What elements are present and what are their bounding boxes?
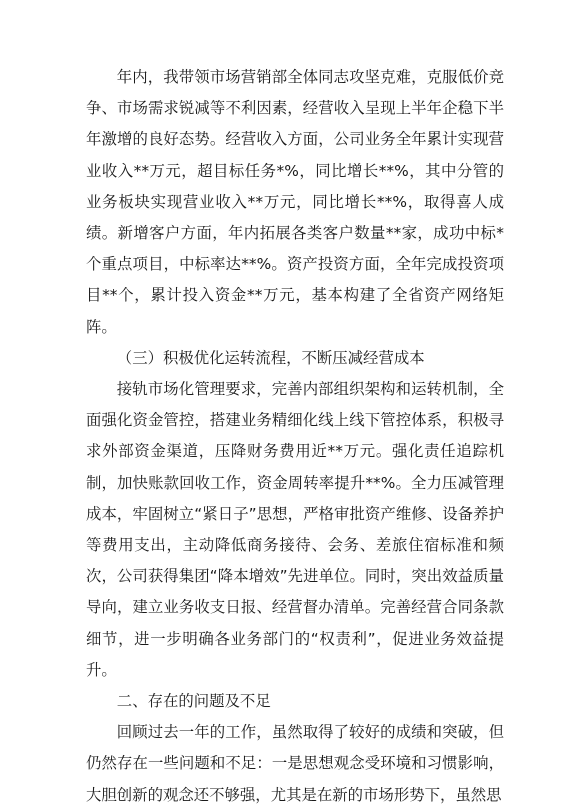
paragraph-review-issues: 回顾过去一年的工作，虽然取得了较好的成绩和突破，但仍然存在一些问题和不足：一是思想观念受环境和习惯影响，大胆创新的观念还不够强，尤其是在新的市场形势下，虽然思 xyxy=(86,723,504,804)
section-heading-problems: 二、存在的问题及不足 xyxy=(116,692,271,711)
document-body xyxy=(86,62,504,811)
section-heading-optimize-process: （三）积极优化运转流程，不断压减经营成本 xyxy=(116,348,425,367)
paragraph-market-performance: 年内，我带领市场营销部全体同志攻坚克难，克服低价竞争、市场需求锐减等不利因素，经营收入呈现上半年企稳下半年激增的良好态势。经营收入方面，公司业务全年累计实现营业收入**万元，超目标任务*%，同比增长**%，其中分管的业务板块实现营业收入**万元，同比增长**%，取得喜人成绩。新增客户方面，年内拓展各类客户数量**家，成功中标*个重点项目，中标率达**%。资产投资方面，全年完成投资项目**个，累计投入资金**万元，基本构建了全省资产网络矩阵。 xyxy=(86,68,504,336)
paragraph-cost-reduction: 接轨市场化管理要求，完善内部组织架构和运转机制，全面强化资金管控，搭建业务精细化线上线下管控体系，积极寻求外部资金渠道，压降财务费用近**万元。强化责任追踪机制，加快账款回收工作，资金周转率提升**%。全力压减管理成本，牢固树立“紧日子”思想，严格审批资产维修、设备养护等费用支出，主动降低商务接待、会务、差旅住宿标准和频次，公司获得集团“降本增效”先进单位。同时，突出效益质量导向，建立业务收支日报、经营督办清单。完善经营合同条款细节，进一步明确各业务部门的“权责利”，促进业务效益提升。 xyxy=(86,380,504,679)
